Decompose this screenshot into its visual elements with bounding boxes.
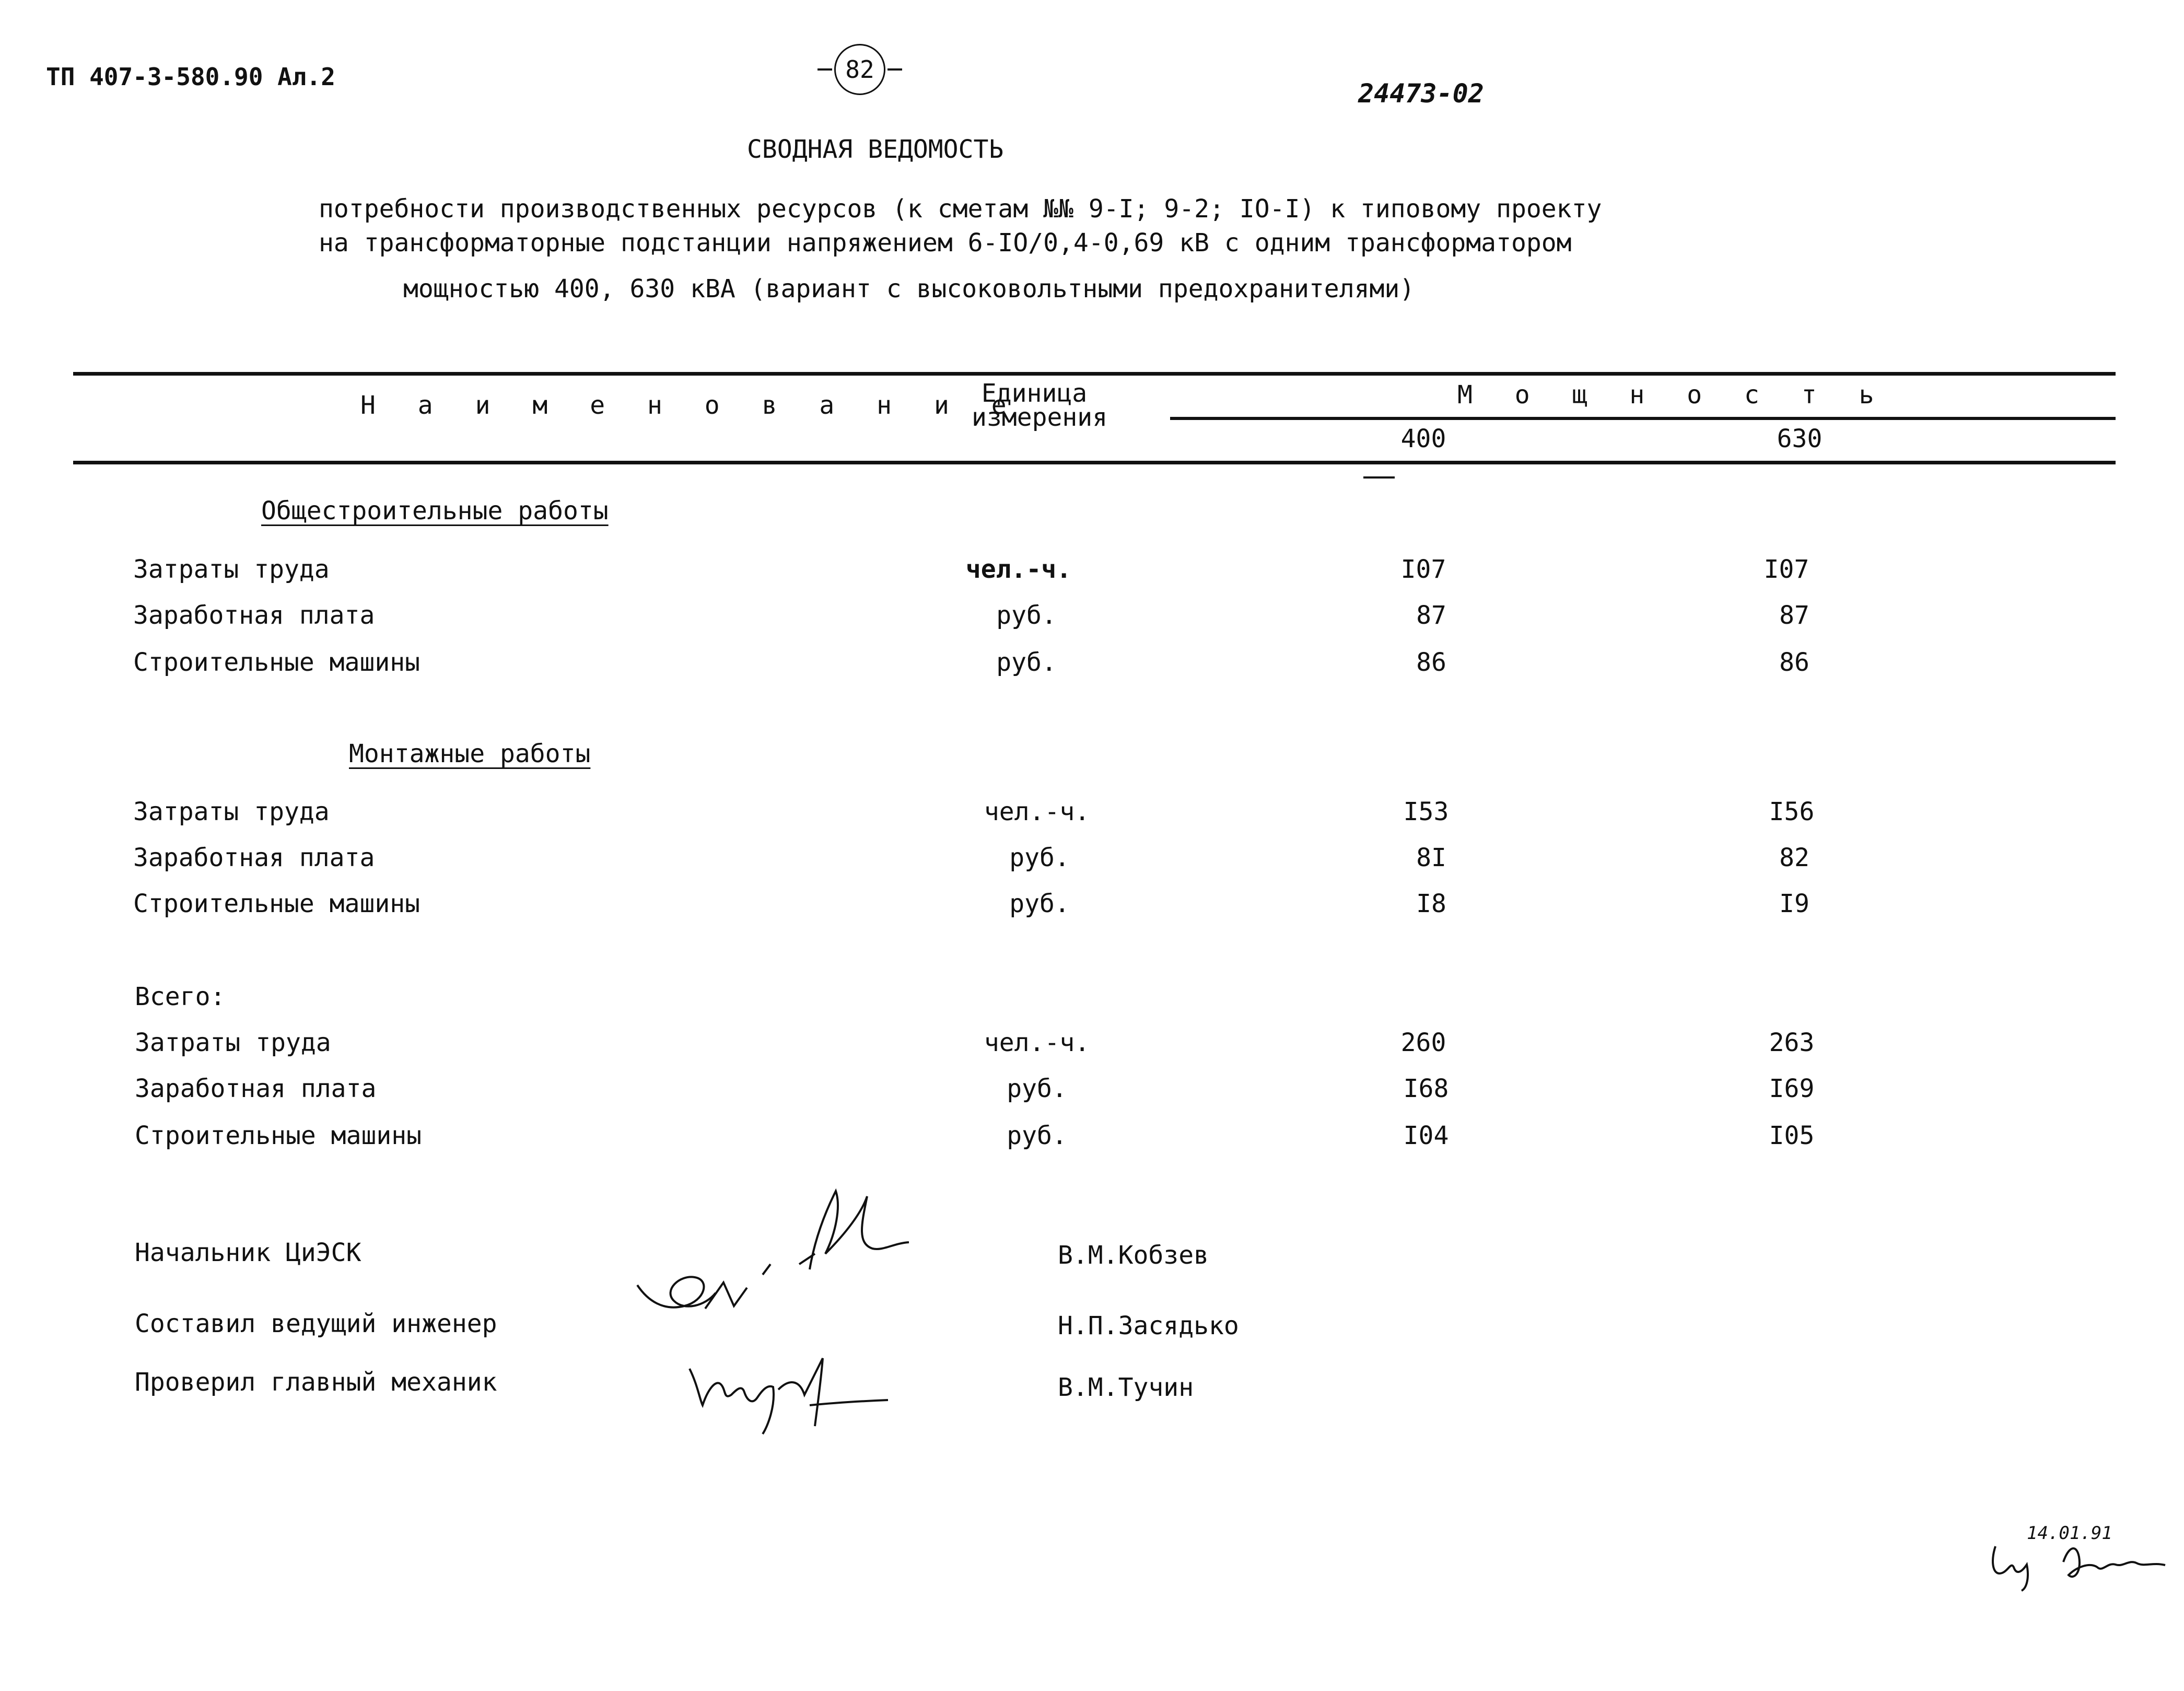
row-unit: руб. bbox=[1009, 889, 1070, 918]
row-value-400: I07 bbox=[1400, 555, 1446, 584]
row-name: Заработная плата bbox=[133, 601, 375, 630]
signatory-role: Начальник ЦиЭСК bbox=[135, 1238, 361, 1267]
page-number-block bbox=[817, 44, 902, 95]
row-name: Затраты труда bbox=[133, 555, 330, 584]
column-header-unit bbox=[972, 379, 1108, 432]
column-header-unit-line2: измерения bbox=[972, 403, 1108, 432]
row-unit: чел.-ч. bbox=[984, 797, 1090, 826]
subtitle-line-1: потребности производственных ресурсов (к сметам №№ 9-I; 9-2; IO-I) к типовому проекту bbox=[319, 194, 1602, 224]
row-unit: руб. bbox=[1009, 843, 1070, 872]
column-header-400: 400 bbox=[1400, 424, 1446, 453]
subtitle-line-2: на трансформаторные подстанции напряжением 6-IO/0,4-0,69 кВ с одним трансформатором bbox=[319, 228, 1572, 258]
signature-checker bbox=[684, 1348, 893, 1439]
signatory-role: Составил ведущий инженер bbox=[135, 1309, 497, 1338]
section-heading-installation: Монтажные работы bbox=[349, 739, 591, 768]
row-value-400: 260 bbox=[1400, 1028, 1446, 1057]
row-name: Заработная плата bbox=[133, 843, 375, 872]
row-name: Строительные машины bbox=[133, 889, 421, 918]
row-value-400: I04 bbox=[1403, 1121, 1449, 1150]
row-value-630: I69 bbox=[1769, 1074, 1815, 1103]
corner-date: 14.01.91 bbox=[2027, 1523, 2112, 1544]
column-header-630: 630 bbox=[1777, 424, 1823, 453]
row-unit: руб. bbox=[996, 648, 1057, 677]
row-unit: чел.-ч. bbox=[965, 555, 1072, 584]
corner-initials bbox=[1985, 1531, 2173, 1595]
column-header-unit-line1: Единица bbox=[981, 379, 1088, 408]
signatory-role: Проверил главный механик bbox=[135, 1368, 497, 1397]
row-name: Затраты труда bbox=[135, 1028, 331, 1057]
row-value-630: I56 bbox=[1769, 797, 1815, 826]
row-name: Затраты труда bbox=[133, 797, 330, 826]
table-header-bottom-rule bbox=[73, 461, 2116, 464]
row-unit: руб. bbox=[1007, 1074, 1067, 1103]
section-heading-construction: Общестроительные работы bbox=[261, 496, 609, 526]
signatory-name: В.М.Тучин bbox=[1058, 1373, 1194, 1402]
row-name: Заработная плата bbox=[135, 1074, 377, 1103]
row-value-630: 82 bbox=[1779, 843, 1809, 872]
document-title: СВОДНАЯ ВЕДОМОСТЬ bbox=[747, 135, 1004, 164]
power-header-rule bbox=[1170, 417, 2116, 420]
signatory-name: В.М.Кобзев bbox=[1058, 1241, 1209, 1270]
column-header-name: Н а и м е н о в а н и е bbox=[360, 391, 1020, 420]
row-value-400: I8 bbox=[1416, 889, 1446, 918]
row-name: Строительные машины bbox=[135, 1121, 422, 1150]
row-value-630: 263 bbox=[1769, 1028, 1815, 1057]
column-400-tick bbox=[1363, 476, 1395, 484]
row-value-630: I05 bbox=[1769, 1121, 1815, 1150]
table-top-rule bbox=[73, 372, 2116, 376]
row-value-400: 86 bbox=[1416, 648, 1446, 677]
row-unit: чел.-ч. bbox=[984, 1028, 1090, 1057]
subtitle-line-3: мощностью 400, 630 кВА (вариант с высоковольтными предохранителями) bbox=[403, 274, 1415, 304]
row-value-400: 87 bbox=[1416, 601, 1446, 630]
signature-head bbox=[627, 1175, 919, 1350]
page-dash-left bbox=[817, 68, 832, 71]
row-value-400: 8I bbox=[1416, 843, 1446, 872]
document-code: ТП 407-3-580.90 Ал.2 bbox=[46, 63, 335, 91]
page-number: 82 bbox=[834, 44, 885, 95]
row-value-630: 86 bbox=[1779, 648, 1809, 677]
archive-number: 24473-02 bbox=[1358, 78, 1484, 109]
signatory-name: Н.П.Засядько bbox=[1058, 1311, 1239, 1340]
row-value-400: I53 bbox=[1403, 797, 1449, 826]
row-value-630: I9 bbox=[1779, 889, 1809, 918]
row-unit: руб. bbox=[996, 601, 1057, 630]
column-header-power: М о щ н о с т ь bbox=[1457, 380, 1888, 410]
row-value-630: 87 bbox=[1779, 601, 1809, 630]
row-unit: руб. bbox=[1007, 1121, 1067, 1150]
page-dash-right bbox=[887, 68, 902, 71]
row-name: Строительные машины bbox=[133, 648, 421, 677]
row-value-630: I07 bbox=[1763, 555, 1809, 584]
row-value-400: I68 bbox=[1403, 1074, 1449, 1103]
section-heading-total: Всего: bbox=[135, 982, 226, 1011]
